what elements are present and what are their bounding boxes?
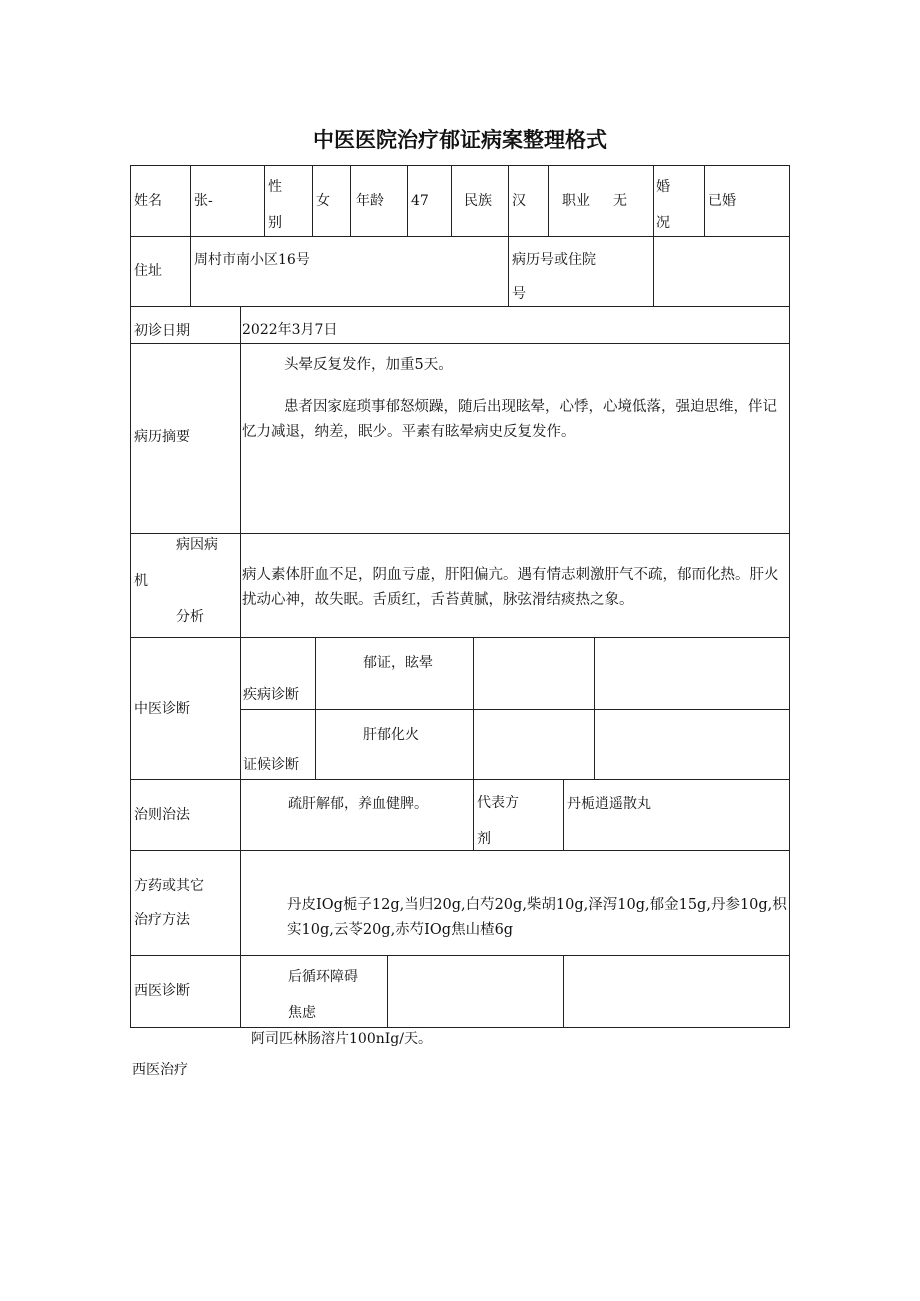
sex-label-line2: 别	[268, 215, 282, 231]
row-divider	[130, 343, 790, 344]
col-divider	[315, 637, 316, 779]
western-treatment-value: 阿司匹林肠溶片100nIg/天。	[251, 1031, 432, 1047]
treatment-label: 治则治法	[134, 807, 190, 823]
occupation-value: 无	[613, 193, 627, 209]
prescription-label-line2: 治疗方法	[134, 912, 190, 928]
table-border-bottom	[130, 1027, 790, 1028]
ethnicity-value: 汉	[512, 193, 526, 209]
name-value: 张-	[194, 193, 213, 209]
etiology-label-line3: 分析	[176, 609, 204, 625]
col-divider	[548, 165, 549, 236]
age-label: 年龄	[356, 193, 384, 209]
formula-label-line1: 代表方	[477, 795, 519, 811]
page-title: 中医医院治疗郁证病案整理格式	[313, 128, 607, 152]
row-divider	[130, 779, 790, 780]
col-divider	[387, 955, 388, 1027]
prescription-label-line1: 方药或其它	[134, 878, 204, 894]
ethnicity-label: 民族	[464, 193, 492, 209]
first-visit-label: 初诊日期	[134, 323, 190, 339]
marital-label-line2: 况	[656, 215, 670, 231]
western-diagnosis-value-1: 后循环障碍	[288, 969, 358, 985]
history-detail: 患者因家庭琐事郁怒烦躁，随后出现眩晕，心悸，心境低落，强迫思维，伴记忆力减退，纳差，眠少。平素有眩晕病史反复发作。	[242, 399, 777, 440]
etiology-label-line2: 机	[134, 573, 148, 589]
col-divider	[190, 165, 191, 306]
col-divider	[350, 165, 351, 236]
occupation-label: 职业	[562, 193, 590, 209]
col-divider	[312, 165, 313, 236]
row-divider	[130, 236, 790, 237]
col-divider	[594, 637, 595, 779]
etiology-text: 病人素体肝血不足，阴血亏虚，肝阳偏亢。遇有情志刺激肝气不疏，郁而化热。肝火扰动心神，故失眠。舌质红，舌苔黄腻，脉弦滑结痰热之象。	[242, 567, 779, 608]
row-divider	[130, 955, 790, 956]
col-divider	[264, 165, 265, 236]
marital-value: 已婚	[708, 193, 736, 209]
table-border-right	[789, 165, 790, 1027]
record-no-label-line2: 号	[512, 286, 526, 302]
history-chief-complaint: 头晕反复发作，加重5天。	[284, 357, 453, 373]
address-label: 住址	[134, 263, 162, 279]
syndrome-diagnosis-label: 证候诊断	[243, 757, 299, 773]
table-border-left	[130, 165, 131, 1027]
western-diagnosis-label: 西医诊断	[134, 983, 190, 999]
medical-record-table	[130, 165, 790, 1027]
record-no-label-line1: 病历号或住院	[512, 252, 596, 268]
tcm-diagnosis-label: 中医诊断	[134, 701, 190, 717]
prescription-text: 丹皮IOg栀子12g,当归20g,白芍20g,柴胡10g,泽泻10g,郁金15g,丹参10g,枳实10g,云苓20g,赤芍IOg焦山楂6g	[287, 897, 787, 938]
col-divider	[704, 165, 705, 236]
history-label: 病历摘要	[134, 429, 190, 445]
row-divider	[240, 709, 790, 710]
row-divider	[130, 306, 790, 307]
col-divider	[563, 955, 564, 1027]
western-treatment-label: 西医治疗	[132, 1062, 188, 1078]
table-border-top	[130, 165, 790, 166]
address-value: 周村市南小区16号	[194, 252, 310, 268]
row-divider	[130, 850, 790, 851]
disease-diagnosis-label: 疾病诊断	[243, 687, 299, 703]
first-visit-value: 2022年3月7日	[242, 322, 338, 338]
disease-diagnosis-value: 郁证，眩晕	[363, 655, 433, 671]
marital-label-line1: 婚	[656, 179, 670, 195]
age-value: 47	[411, 193, 429, 209]
treatment-value: 疏肝解郁，养血健脾。	[288, 796, 428, 812]
formula-label-line2: 剂	[477, 831, 491, 847]
sex-value: 女	[316, 193, 330, 209]
formula-value: 丹栀逍遥散丸	[567, 796, 651, 812]
col-divider	[473, 637, 474, 779]
row-divider	[130, 533, 790, 534]
row-divider	[130, 637, 790, 638]
col-divider	[508, 165, 509, 306]
name-label: 姓名	[134, 193, 162, 209]
western-diagnosis-value-2: 焦虑	[288, 1005, 316, 1021]
col-divider	[563, 779, 564, 850]
sex-label-line1: 性	[268, 179, 282, 195]
etiology-label-line1: 病因病	[176, 537, 218, 553]
col-divider	[653, 165, 654, 306]
col-divider	[240, 306, 241, 1027]
col-divider	[407, 165, 408, 236]
col-divider	[451, 165, 452, 236]
col-divider	[473, 779, 474, 850]
syndrome-diagnosis-value: 肝郁化火	[363, 727, 419, 743]
